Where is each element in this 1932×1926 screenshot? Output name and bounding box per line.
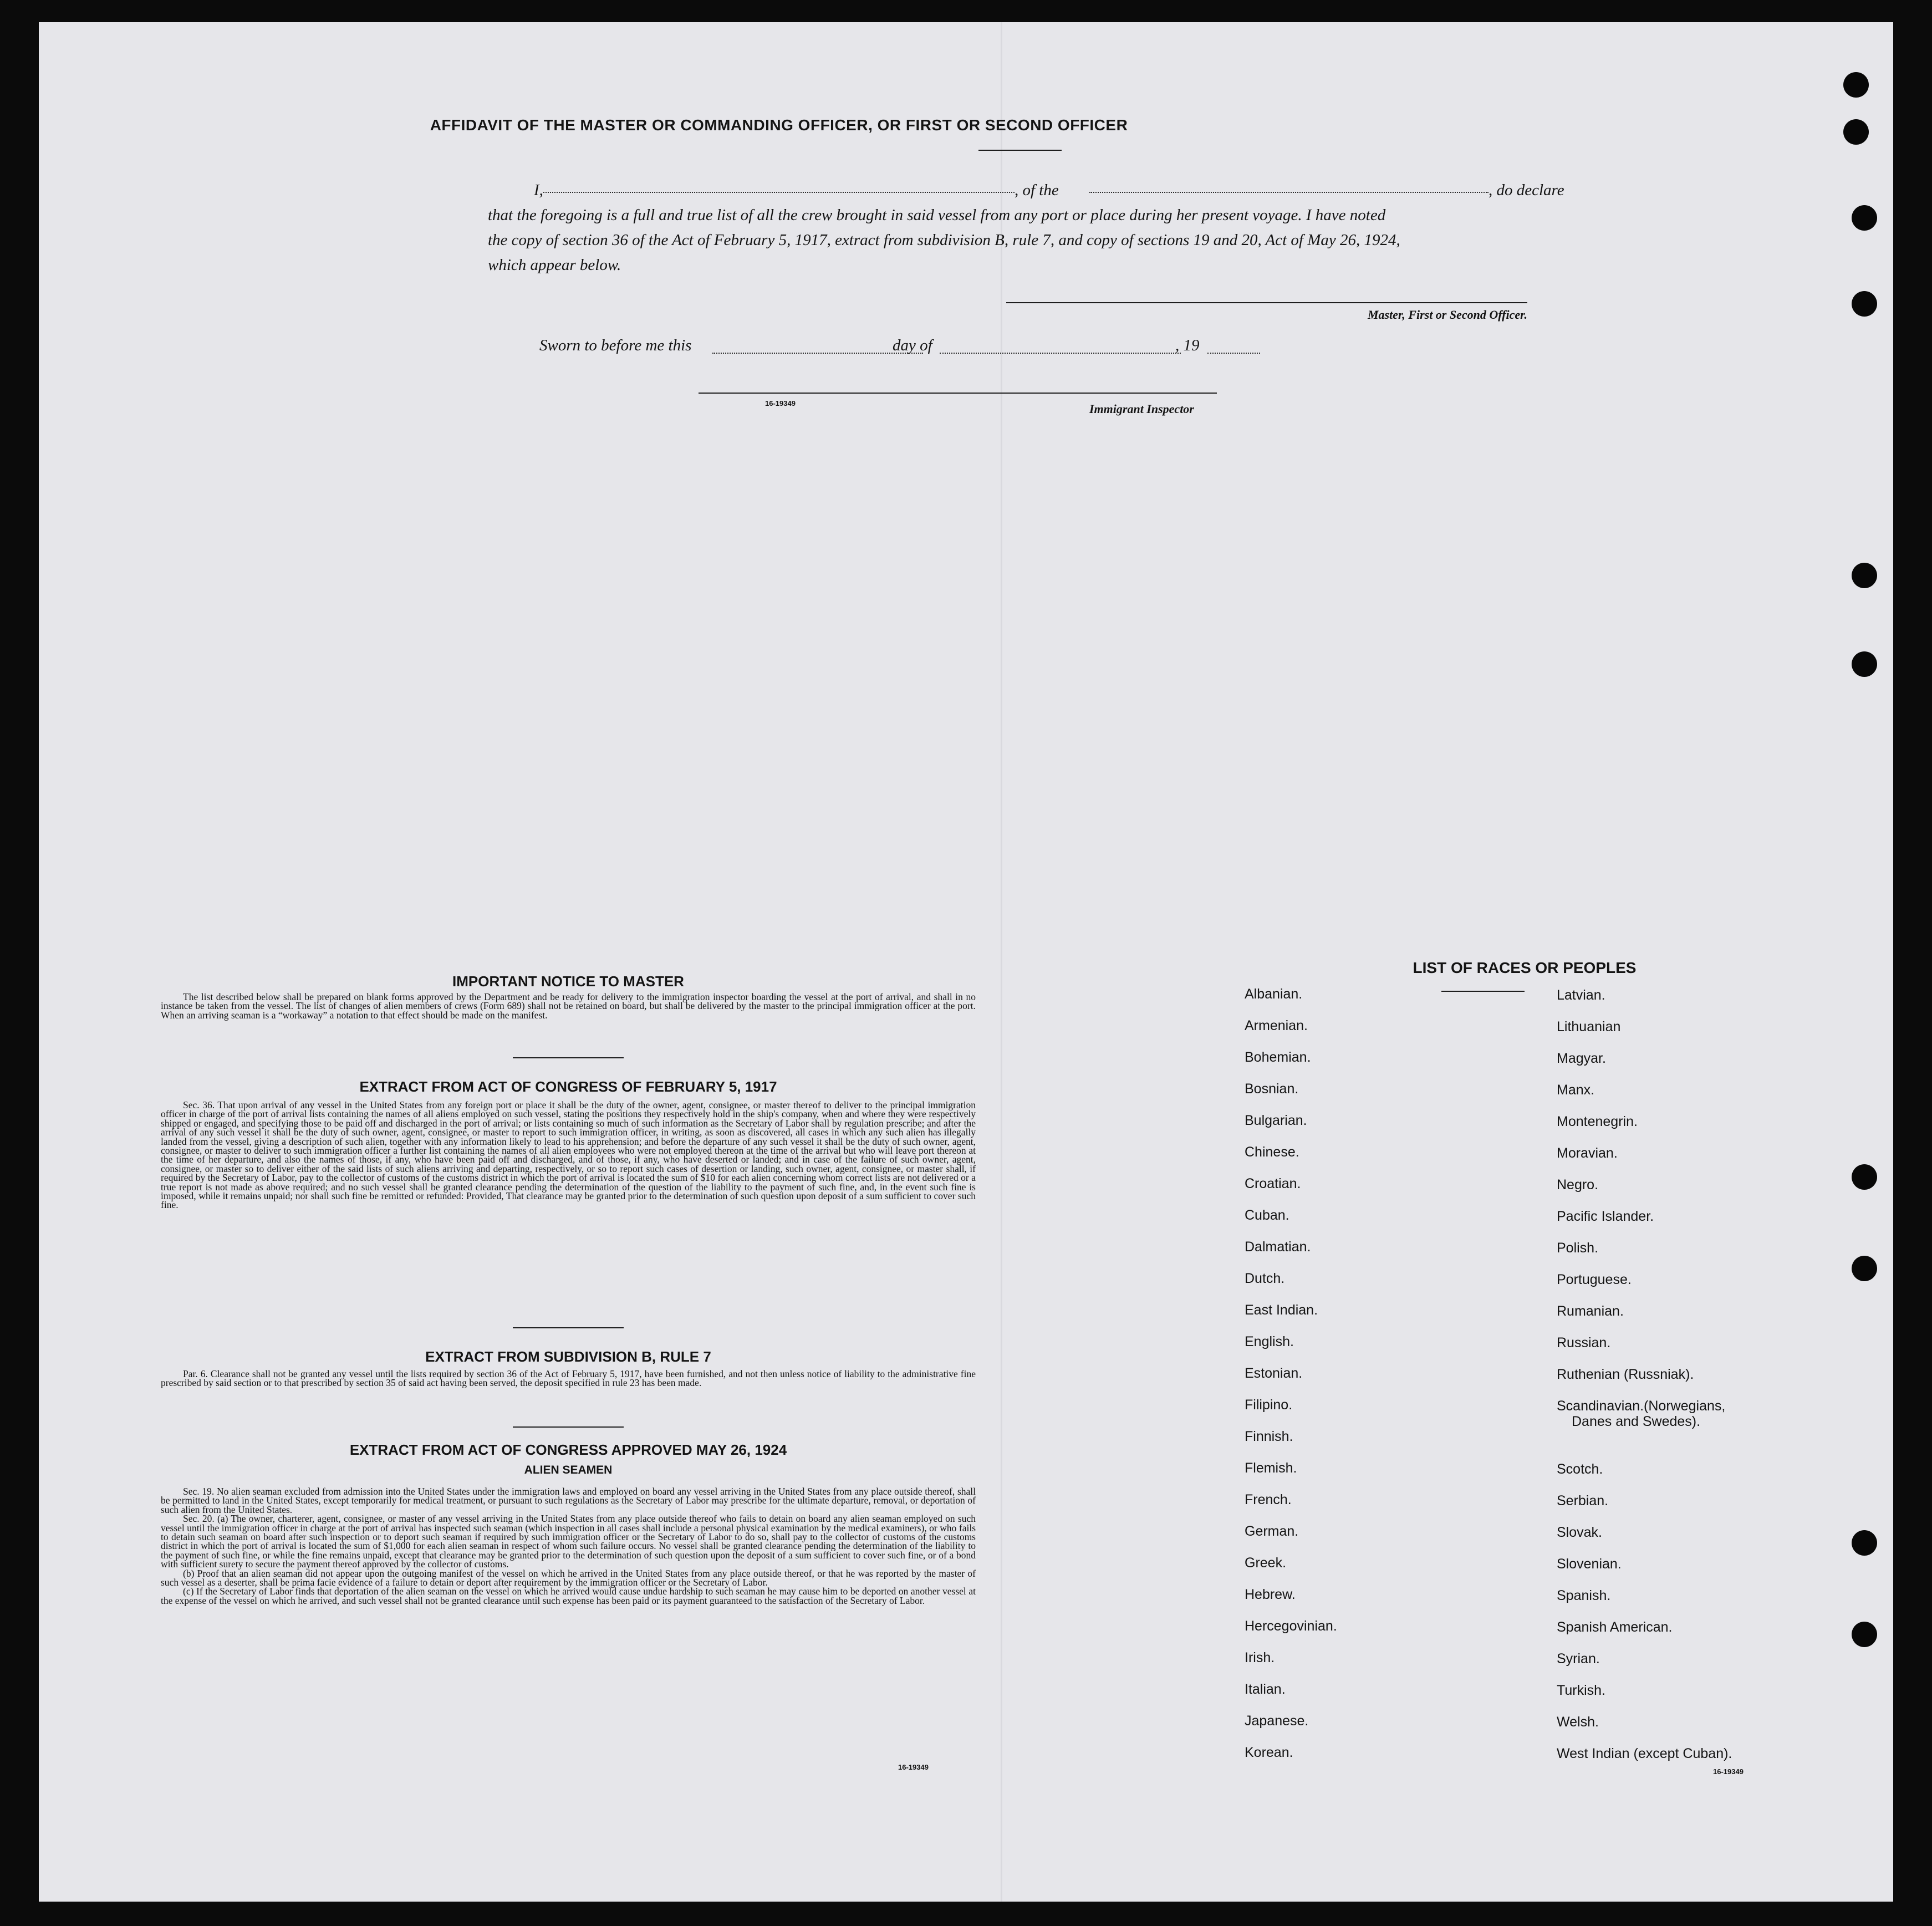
sec20b-text: (b) Proof that an alien seaman did not appear upon the outgoing manifest of the vessel on which he arrived in the United States from any place outside thereof, or that he was reported by the master of such vessel as a deserter, shall be prima facie evidence of a failure to detain or deport after requirement by the immigration officer or the Secretary of Labor. [161, 1567, 976, 1588]
notice-title: IMPORTANT NOTICE TO MASTER [452, 973, 684, 990]
extract-1924-title: EXTRACT FROM ACT OF CONGRESS APPROVED MAY 26, 1924 [349, 1441, 787, 1458]
races-underline [1441, 991, 1525, 992]
race-item: Negro. [1557, 1177, 1599, 1193]
punch-hole [1852, 1164, 1877, 1190]
form-number-right: 16-19349 [1713, 1767, 1744, 1776]
race-item: Scandinavian.(Norwegians, [1557, 1398, 1726, 1414]
race-item: Japanese. [1245, 1713, 1309, 1729]
notice-text: The list described below shall be prepared on blank forms approved by the Department and be ready for delivery to the immigration inspector boarding the vessel at the port of arrival, and shall in no instance be taken from the vessel. The list of changes of alien members of crews (Form 689) shall not be retained on board, but shall be delivered by the master to the principal immigration officer at the port. When an arriving seaman is a “workaway” a notation to that effect should be made on the manifest. [161, 991, 976, 1021]
punch-hole [1852, 651, 1877, 677]
race-item: Slovenian. [1557, 1556, 1622, 1572]
affidavit-line1-end: , do declare [1488, 181, 1564, 199]
rule7-title: EXTRACT FROM SUBDIVISION B, RULE 7 [425, 1348, 711, 1365]
race-item: East Indian. [1245, 1302, 1318, 1318]
rule7-text: Par. 6. Clearance shall not be granted any vessel until the lists required by section 36 of the Act of February 5, 1917, have been furnished, and not then unless notice of liability to the administrative fine prescribed by said section or to that prescribed by section 35 of said act having been served, the deposit specified in rule 23 has been made. [161, 1368, 976, 1389]
extract-1917-text: Sec. 36. That upon arrival of any vessel in the United States from any foreign port or place it shall be the duty of the owner, agent, consignee, or master thereof to deliver to the principal immigration officer in charge of the port of arrival lists containing the names of all aliens employed on such vessel, stating the positions they respectively hold in the ship's company, when and where they were respectively shipped or engaged, and specifying those to be paid off and discharged in the port of arrival; or lists containing so much of such information as the Secretary of Labor shall by regulation prescribe; and after the arrival of any such vessel it shall be the duty of such owner, agent, consignee, or master to report to such immigration officer, in writing, as soon as discovered, all cases in which any such alien has illegally landed from the vessel, giving a description of such alien, together with any information likely to lead to his apprehension; and before the departure of any such vessel it shall be the duty of such owner, agent, consignee, or master to deliver to such immigration officer a further list containing the names of all alien employees who were not employed thereon at the time of the arrival but who will leave port thereon at the time of her departure, and also the names of those, if any, who have been paid off and discharged, and of those, if any, who have deserted or landed; and in case of the failure of such owner, agent, consignee, or master so to deliver either of the said lists of such aliens arriving and departing, respectively, or so to report such cases of desertion or landing, such owner, agent, consignee, or master shall, if required by the Secretary of Labor, pay to the collector of customs of the customs district in which the port of arrival is located the sum of $10 for each alien concerning whom correct lists are not delivered or a true report is not made as above required; and no such vessel shall be granted clearance pending the determination of the question of the liability to the payment of such fine, and, in the event such fine is imposed, while it remains unpaid; nor shall such fine be remitted or refunded: Provided, That clearance may be granted prior to the determination of such question upon deposit of a sum sufficient to cover such fine. [161, 1099, 976, 1211]
race-item: Spanish American. [1557, 1619, 1673, 1635]
race-item: Montenegrin. [1557, 1114, 1638, 1129]
race-item: German. [1245, 1524, 1299, 1539]
race-item: Russian. [1557, 1335, 1611, 1351]
punch-hole [1843, 72, 1869, 98]
race-item: Greek. [1245, 1555, 1287, 1571]
race-item: Serbian. [1557, 1493, 1609, 1509]
race-item: Danes and Swedes). [1572, 1414, 1701, 1429]
form-number-left: 16-19349 [898, 1763, 929, 1771]
affidavit-line2: that the foregoing is a full and true list of all the crew brought in said vessel from any port or place during her present voyage. I have noted [488, 206, 1386, 224]
race-item: Polish. [1557, 1240, 1599, 1256]
extract-1917-title: EXTRACT FROM ACT OF CONGRESS OF FEBRUARY 5, 1917 [359, 1078, 777, 1095]
divider [513, 1426, 624, 1428]
race-item: Magyar. [1557, 1051, 1606, 1066]
race-item: Hebrew. [1245, 1587, 1296, 1602]
race-item: Albanian. [1245, 986, 1303, 1002]
signature-line[interactable] [1006, 302, 1527, 303]
punch-hole [1852, 1622, 1877, 1647]
punch-hole [1843, 119, 1869, 145]
race-item: French. [1245, 1492, 1292, 1507]
race-item: Hercegovinian. [1245, 1618, 1337, 1634]
affidavit-line3: the copy of section 36 of the Act of February 5, 1917, extract from subdivision B, rule 7, and copy of sections 19 and 20, Act of May 26, 1924, [488, 231, 1400, 249]
form-number: 16-19349 [765, 399, 796, 407]
race-item: Chinese. [1245, 1144, 1299, 1160]
race-item: Bohemian. [1245, 1049, 1311, 1065]
race-item: Latvian. [1557, 987, 1605, 1003]
form-page [39, 22, 1893, 1902]
sec20a-text: Sec. 20. (a) The owner, charterer, agent, consignee, or master of any vessel arriving in the United States from any place outside thereof who fails to detain on board any alien seaman employed on such vessel until the immigration officer in charge at the port of arrival has inspected such seaman (which inspection in all cases shall include a personal physical examination by the medical examiners), or who fails to detain such seaman on board after such inspection or to deport such seaman if required by such immigration officer or the Secretary of Labor to do so, shall pay to the collector of customs of the customs district in which the port of arrival is located the sum of $1,000 for each alien seaman in respect of whom such failure occurs. No vessel shall be granted clearance pending the determination of the liability to the payment of such fine, or while the fine remains unpaid, except that clearance may be granted prior to the determination of such question upon the deposit of a sum sufficient to cover such fine, or of a bond with sufficient surety to secure the payment thereof approved by the collector of customs. [161, 1513, 976, 1570]
punch-hole [1852, 1530, 1877, 1556]
title-underline [978, 150, 1062, 151]
signature-label: Master, First or Second Officer. [1367, 308, 1527, 322]
inspector-signature-line[interactable] [699, 393, 1217, 394]
race-item: West Indian (except Cuban). [1557, 1746, 1732, 1761]
punch-hole [1852, 563, 1877, 588]
races-title: LIST OF RACES OR PEOPLES [1413, 959, 1637, 976]
race-item: English. [1245, 1334, 1294, 1349]
race-item: Dutch. [1245, 1271, 1285, 1286]
race-item: Estonian. [1245, 1365, 1303, 1381]
sworn-text: Sworn to before me this [539, 337, 692, 354]
affidavit-line1-start: I, [534, 181, 543, 199]
race-item: Armenian. [1245, 1018, 1308, 1033]
declarant-name-field[interactable] [543, 192, 1015, 193]
race-item: Dalmatian. [1245, 1239, 1311, 1255]
race-item: Irish. [1245, 1650, 1275, 1665]
inspector-label: Immigrant Inspector [1089, 402, 1194, 416]
affidavit-line4: which appear below. [488, 256, 621, 274]
affidavit-title: AFFIDAVIT OF THE MASTER OR COMMANDING OFFICER, OR FIRST OR SECOND OFFICER [430, 116, 1128, 134]
fold-crease [1001, 22, 1002, 1902]
sec19-text: Sec. 19. No alien seaman excluded from admission into the United States under the immigration laws and employed on board any vessel arriving in the United States from any place outside thereof, shall be permitted to land in the United States, except temporarily for medical treatment, or pursuant to such regulations as the Secretary of Labor may prescribe for the ultimate departure, removal, or deportation of such alien from the United States. [161, 1486, 976, 1515]
race-item: Italian. [1245, 1682, 1286, 1697]
punch-hole [1852, 291, 1877, 317]
extract-1924-text [161, 1487, 976, 1605]
race-item: Korean. [1245, 1745, 1293, 1760]
alien-seamen-subtitle: ALIEN SEAMEN [524, 1464, 613, 1476]
sworn-day-label: day of [893, 337, 932, 354]
race-item: Syrian. [1557, 1651, 1600, 1667]
race-item: Pacific Islander. [1557, 1209, 1654, 1224]
race-item: Cuban. [1245, 1207, 1289, 1223]
race-item: Finnish. [1245, 1429, 1293, 1444]
punch-hole [1852, 205, 1877, 231]
divider [513, 1057, 624, 1058]
race-item: Filipino. [1245, 1397, 1293, 1413]
divider [513, 1327, 624, 1328]
race-item: Turkish. [1557, 1683, 1605, 1698]
sworn-year-label: , 19 [1175, 337, 1200, 354]
vessel-name-field[interactable] [1089, 192, 1488, 193]
race-item: Portuguese. [1557, 1272, 1632, 1287]
race-item: Scotch. [1557, 1461, 1603, 1477]
race-item: Manx. [1557, 1082, 1595, 1098]
race-item: Slovak. [1557, 1525, 1602, 1540]
race-item: Ruthenian (Russniak). [1557, 1367, 1694, 1382]
race-item: Welsh. [1557, 1714, 1599, 1730]
sworn-year-field[interactable] [1207, 353, 1260, 354]
race-item: Bulgarian. [1245, 1113, 1307, 1128]
sworn-day-field[interactable] [712, 353, 923, 354]
race-item: Bosnian. [1245, 1081, 1299, 1097]
race-item: Croatian. [1245, 1176, 1301, 1191]
race-item: Lithuanian [1557, 1019, 1621, 1035]
sworn-month-field[interactable] [940, 353, 1181, 354]
race-item: Rumanian. [1557, 1303, 1624, 1319]
sec20c-text: (c) If the Secretary of Labor finds that deportation of the alien seaman on the vessel on which he arrived would cause undue hardship to such seaman he may cause him to be deported on another vessel at the expense of the vessel on which he arrived, and such vessel shall not be granted clearance until such expense has been paid or its payment guaranteed to the satisfaction of the Secretary of Labor. [161, 1586, 976, 1606]
race-item: Moravian. [1557, 1145, 1618, 1161]
punch-hole [1852, 1256, 1877, 1281]
race-item: Spanish. [1557, 1588, 1611, 1603]
affidavit-line1-mid: , of the [1015, 181, 1059, 199]
race-item: Flemish. [1245, 1460, 1297, 1476]
